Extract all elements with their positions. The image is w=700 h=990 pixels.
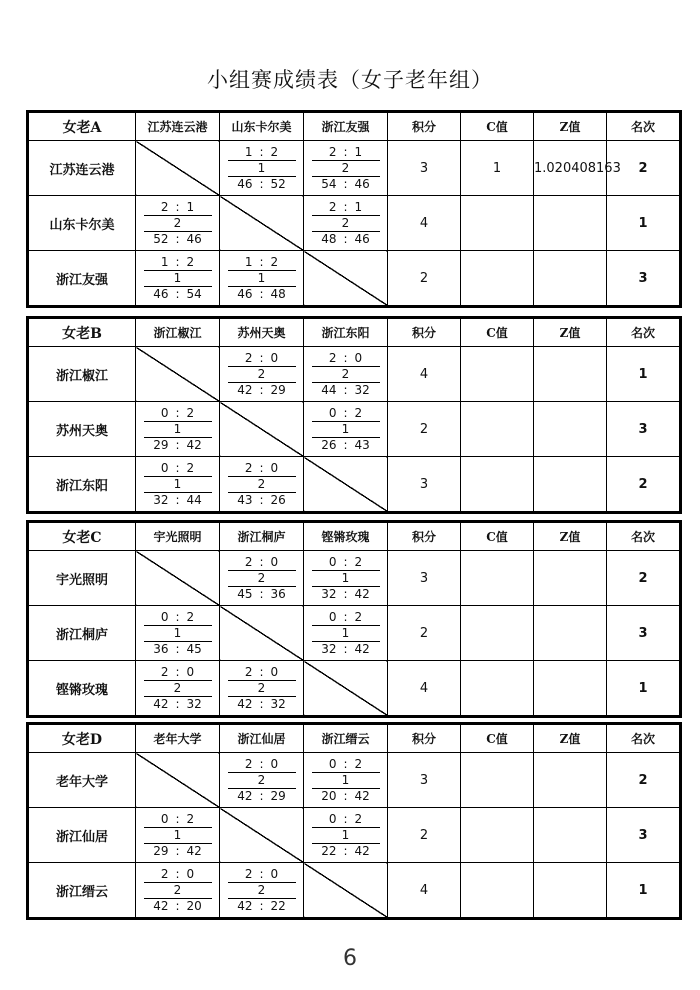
rank: 3 (607, 606, 681, 661)
match-points: 2 (173, 215, 182, 230)
score-against: 54 (186, 286, 202, 301)
team-name: 山东卡尔美 (28, 196, 136, 251)
score-against: 45 (186, 641, 202, 656)
team-name: 江苏连云港 (28, 141, 136, 196)
match-result-box: 2 : 1 2 54 : 46 (312, 145, 380, 192)
score-for: 44 (321, 382, 337, 397)
group-name: 女老D (28, 724, 136, 753)
match-result (136, 808, 220, 863)
diagonal-cell (136, 753, 220, 808)
table-row (28, 551, 681, 606)
c-value (461, 457, 534, 513)
diagonal-cell (304, 457, 388, 513)
match-points: 1 (173, 421, 182, 436)
header-points: 积分 (388, 318, 461, 347)
diagonal-cell (304, 251, 388, 307)
score-against: 52 (270, 176, 286, 191)
header-z-value: Z值 (534, 522, 607, 551)
score-for: 42 (237, 898, 253, 913)
sets-lost: 0 (270, 664, 279, 679)
match-result (304, 753, 388, 808)
table-row (28, 402, 681, 457)
sets-lost: 2 (354, 554, 363, 569)
team-name: 铿锵玫瑰 (28, 661, 136, 717)
match-result-box: 2 : 0 2 45 : 36 (228, 555, 296, 602)
match-result (220, 251, 304, 307)
team-name: 浙江友强 (28, 251, 136, 307)
header-z-value: Z值 (534, 112, 607, 141)
match-result-box: 2 : 0 2 42 : 29 (228, 351, 296, 398)
match-points: 2 (341, 160, 350, 175)
sets-won: 1 (244, 144, 253, 159)
group-table (26, 316, 682, 514)
match-result (136, 661, 220, 717)
score-for: 42 (237, 382, 253, 397)
match-points: 2 (257, 882, 266, 897)
score-for: 42 (237, 788, 253, 803)
group-table (26, 520, 682, 718)
sets-won: 1 (244, 254, 253, 269)
sets-won: 2 (160, 866, 169, 881)
match-result-box: 2 : 0 2 42 : 22 (228, 867, 296, 914)
match-result-box: 0 : 2 1 32 : 44 (144, 461, 212, 508)
header-points: 积分 (388, 724, 461, 753)
sets-won: 2 (244, 664, 253, 679)
sets-won: 0 (160, 460, 169, 475)
table-row (28, 141, 681, 196)
sets-won: 2 (244, 350, 253, 365)
match-result-box: 2 : 0 2 42 : 20 (144, 867, 212, 914)
match-result-box: 1 : 2 1 46 : 48 (228, 255, 296, 302)
score-for: 54 (321, 176, 337, 191)
table-row (28, 457, 681, 513)
diagonal-cell (136, 551, 220, 606)
sets-won: 2 (328, 350, 337, 365)
score-against: 29 (270, 788, 286, 803)
c-value (461, 753, 534, 808)
c-value (461, 402, 534, 457)
z-value (534, 661, 607, 717)
score-against: 42 (354, 586, 370, 601)
total-points: 3 (388, 753, 461, 808)
sets-lost: 1 (354, 199, 363, 214)
sets-lost: 2 (354, 811, 363, 826)
match-result (304, 347, 388, 402)
sets-lost: 2 (354, 609, 363, 624)
group-name: 女老C (28, 522, 136, 551)
score-for: 46 (153, 286, 169, 301)
match-points: 1 (341, 625, 350, 640)
team-name: 浙江缙云 (28, 863, 136, 919)
page-title: 小组赛成绩表（女子老年组） (207, 68, 493, 92)
c-value (461, 863, 534, 919)
match-result-box: 0 : 2 1 29 : 42 (144, 812, 212, 859)
score-against: 36 (270, 586, 286, 601)
score-for: 48 (321, 231, 337, 246)
score-against: 32 (186, 696, 202, 711)
total-points: 4 (388, 863, 461, 919)
sets-won: 2 (244, 460, 253, 475)
match-result (304, 808, 388, 863)
header-rank: 名次 (607, 724, 681, 753)
sets-lost: 2 (186, 811, 195, 826)
match-points: 2 (257, 476, 266, 491)
diagonal-cell (220, 402, 304, 457)
sets-lost: 0 (354, 350, 363, 365)
z-value (534, 551, 607, 606)
match-result (136, 402, 220, 457)
header-team: 浙江椒江 (136, 318, 220, 347)
match-points: 2 (257, 772, 266, 787)
z-value (534, 808, 607, 863)
diagonal-cell (136, 141, 220, 196)
match-result-box: 1 : 2 1 46 : 54 (144, 255, 212, 302)
match-result (304, 551, 388, 606)
sets-lost: 1 (354, 144, 363, 159)
score-for: 52 (153, 231, 169, 246)
z-value (534, 457, 607, 513)
match-result-box: 1 : 2 1 46 : 52 (228, 145, 296, 192)
match-points: 2 (257, 570, 266, 585)
z-value: 1.020408163 (534, 141, 607, 196)
score-against: 44 (186, 492, 202, 507)
score-against: 46 (354, 231, 370, 246)
sets-lost: 0 (270, 554, 279, 569)
header-z-value: Z值 (534, 724, 607, 753)
score-for: 29 (153, 843, 169, 858)
sets-won: 0 (328, 405, 337, 420)
diagonal-cell (220, 808, 304, 863)
table-row (28, 753, 681, 808)
score-for: 42 (153, 898, 169, 913)
rank: 1 (607, 863, 681, 919)
team-name: 老年大学 (28, 753, 136, 808)
match-result (136, 606, 220, 661)
sets-lost: 2 (270, 254, 279, 269)
sets-won: 2 (244, 866, 253, 881)
sets-lost: 0 (270, 460, 279, 475)
match-result-box: 2 : 0 2 42 : 32 (228, 665, 296, 712)
total-points: 3 (388, 551, 461, 606)
score-for: 32 (321, 586, 337, 601)
match-points: 1 (341, 827, 350, 842)
match-result (136, 251, 220, 307)
sets-lost: 2 (186, 460, 195, 475)
score-against: 42 (354, 843, 370, 858)
table-row (28, 863, 681, 919)
score-for: 45 (237, 586, 253, 601)
match-result-box: 0 : 2 1 22 : 42 (312, 812, 380, 859)
rank: 2 (607, 551, 681, 606)
match-result (220, 753, 304, 808)
match-points: 1 (257, 160, 266, 175)
team-name: 苏州天奥 (28, 402, 136, 457)
header-team: 浙江东阳 (304, 318, 388, 347)
diagonal-cell (220, 606, 304, 661)
rank: 3 (607, 808, 681, 863)
score-for: 42 (237, 696, 253, 711)
match-points: 2 (173, 680, 182, 695)
score-against: 48 (270, 286, 286, 301)
z-value (534, 402, 607, 457)
c-value (461, 196, 534, 251)
c-value (461, 661, 534, 717)
z-value (534, 251, 607, 307)
score-for: 20 (321, 788, 337, 803)
match-points: 1 (173, 270, 182, 285)
team-name: 浙江椒江 (28, 347, 136, 402)
sets-won: 2 (328, 144, 337, 159)
match-result-box: 0 : 2 1 26 : 43 (312, 406, 380, 453)
z-value (534, 606, 607, 661)
match-points: 2 (173, 882, 182, 897)
sets-won: 0 (328, 554, 337, 569)
sets-lost: 0 (270, 866, 279, 881)
match-result-box: 0 : 2 1 32 : 42 (312, 610, 380, 657)
rank: 3 (607, 251, 681, 307)
c-value: 1 (461, 141, 534, 196)
match-result (304, 402, 388, 457)
total-points: 3 (388, 141, 461, 196)
z-value (534, 753, 607, 808)
score-for: 46 (237, 176, 253, 191)
header-rank: 名次 (607, 318, 681, 347)
sets-won: 0 (328, 811, 337, 826)
sets-lost: 2 (186, 254, 195, 269)
score-for: 22 (321, 843, 337, 858)
match-result-box: 2 : 1 2 52 : 46 (144, 200, 212, 247)
match-result-box: 0 : 2 1 20 : 42 (312, 757, 380, 804)
sets-lost: 1 (186, 199, 195, 214)
match-result (220, 141, 304, 196)
match-points: 1 (173, 476, 182, 491)
sets-won: 2 (160, 664, 169, 679)
match-points: 2 (257, 366, 266, 381)
score-against: 42 (186, 437, 202, 452)
header-c-value: C值 (461, 724, 534, 753)
score-for: 26 (321, 437, 337, 452)
match-points: 2 (341, 366, 350, 381)
header-c-value: C值 (461, 112, 534, 141)
total-points: 2 (388, 402, 461, 457)
match-points: 1 (173, 625, 182, 640)
header-team: 宇光照明 (136, 522, 220, 551)
sets-won: 0 (328, 609, 337, 624)
score-for: 36 (153, 641, 169, 656)
match-result (136, 863, 220, 919)
match-points: 1 (341, 570, 350, 585)
header-z-value: Z值 (534, 318, 607, 347)
sets-won: 0 (160, 405, 169, 420)
group-table (26, 110, 682, 308)
group-name: 女老A (28, 112, 136, 141)
match-result (304, 141, 388, 196)
header-team: 铿锵玫瑰 (304, 522, 388, 551)
total-points: 4 (388, 661, 461, 717)
rank: 1 (607, 347, 681, 402)
table-row (28, 196, 681, 251)
total-points: 4 (388, 196, 461, 251)
score-for: 42 (153, 696, 169, 711)
rank: 3 (607, 402, 681, 457)
team-name: 浙江东阳 (28, 457, 136, 513)
match-result (220, 661, 304, 717)
match-points: 1 (341, 421, 350, 436)
sets-won: 2 (328, 199, 337, 214)
header-c-value: C值 (461, 318, 534, 347)
match-result (220, 457, 304, 513)
score-against: 22 (270, 898, 286, 913)
table-row (28, 661, 681, 717)
sets-won: 0 (328, 756, 337, 771)
score-for: 46 (237, 286, 253, 301)
rank: 2 (607, 457, 681, 513)
score-against: 29 (270, 382, 286, 397)
score-against: 32 (354, 382, 370, 397)
diagonal-cell (304, 863, 388, 919)
total-points: 2 (388, 808, 461, 863)
team-name: 宇光照明 (28, 551, 136, 606)
match-points: 1 (341, 772, 350, 787)
match-result (304, 606, 388, 661)
score-against: 46 (354, 176, 370, 191)
header-team: 苏州天奥 (220, 318, 304, 347)
match-result-box: 0 : 2 1 36 : 45 (144, 610, 212, 657)
score-against: 43 (354, 437, 370, 452)
header-team: 江苏连云港 (136, 112, 220, 141)
rank: 2 (607, 141, 681, 196)
match-result-box: 0 : 2 1 29 : 42 (144, 406, 212, 453)
c-value (461, 551, 534, 606)
page-number: 6 (343, 946, 357, 971)
match-points: 2 (341, 215, 350, 230)
match-result-box: 2 : 0 2 42 : 29 (228, 757, 296, 804)
header-team: 老年大学 (136, 724, 220, 753)
header-team: 浙江缙云 (304, 724, 388, 753)
header-rank: 名次 (607, 112, 681, 141)
sets-lost: 2 (270, 144, 279, 159)
match-result-box: 2 : 0 2 42 : 32 (144, 665, 212, 712)
match-result (220, 551, 304, 606)
header-points: 积分 (388, 112, 461, 141)
sets-won: 1 (160, 254, 169, 269)
c-value (461, 808, 534, 863)
z-value (534, 863, 607, 919)
sets-lost: 0 (270, 350, 279, 365)
rank: 2 (607, 753, 681, 808)
score-against: 42 (354, 788, 370, 803)
total-points: 2 (388, 251, 461, 307)
score-for: 29 (153, 437, 169, 452)
match-result (220, 863, 304, 919)
header-team: 浙江友强 (304, 112, 388, 141)
total-points: 4 (388, 347, 461, 402)
score-against: 20 (186, 898, 202, 913)
sets-won: 2 (160, 199, 169, 214)
table-row (28, 251, 681, 307)
team-name: 浙江仙居 (28, 808, 136, 863)
match-result (136, 196, 220, 251)
sets-lost: 2 (186, 405, 195, 420)
match-result (220, 347, 304, 402)
c-value (461, 347, 534, 402)
c-value (461, 251, 534, 307)
match-result-box: 2 : 0 2 43 : 26 (228, 461, 296, 508)
z-value (534, 347, 607, 402)
sets-won: 2 (244, 756, 253, 771)
score-for: 43 (237, 492, 253, 507)
diagonal-cell (304, 661, 388, 717)
score-against: 26 (270, 492, 286, 507)
diagonal-cell (136, 347, 220, 402)
rank: 1 (607, 196, 681, 251)
score-against: 42 (186, 843, 202, 858)
c-value (461, 606, 534, 661)
score-for: 32 (321, 641, 337, 656)
match-result-box: 0 : 2 1 32 : 42 (312, 555, 380, 602)
sets-lost: 0 (186, 664, 195, 679)
table-row (28, 347, 681, 402)
sets-won: 0 (160, 811, 169, 826)
table-row (28, 808, 681, 863)
header-team: 山东卡尔美 (220, 112, 304, 141)
sets-lost: 2 (354, 756, 363, 771)
header-points: 积分 (388, 522, 461, 551)
sets-lost: 2 (186, 609, 195, 624)
group-name: 女老B (28, 318, 136, 347)
match-result (304, 196, 388, 251)
header-team: 浙江桐庐 (220, 522, 304, 551)
match-points: 1 (257, 270, 266, 285)
match-result (136, 457, 220, 513)
header-team: 浙江仙居 (220, 724, 304, 753)
diagonal-cell (220, 196, 304, 251)
score-for: 32 (153, 492, 169, 507)
z-value (534, 196, 607, 251)
match-result-box: 2 : 0 2 44 : 32 (312, 351, 380, 398)
group-table (26, 722, 682, 920)
score-against: 42 (354, 641, 370, 656)
sets-lost: 2 (354, 405, 363, 420)
total-points: 2 (388, 606, 461, 661)
sets-lost: 0 (270, 756, 279, 771)
total-points: 3 (388, 457, 461, 513)
header-c-value: C值 (461, 522, 534, 551)
sets-won: 2 (244, 554, 253, 569)
match-points: 2 (257, 680, 266, 695)
team-name: 浙江桐庐 (28, 606, 136, 661)
score-against: 46 (186, 231, 202, 246)
sets-won: 0 (160, 609, 169, 624)
rank: 1 (607, 661, 681, 717)
score-against: 32 (270, 696, 286, 711)
sets-lost: 0 (186, 866, 195, 881)
match-result-box: 2 : 1 2 48 : 46 (312, 200, 380, 247)
header-rank: 名次 (607, 522, 681, 551)
table-row (28, 606, 681, 661)
match-points: 1 (173, 827, 182, 842)
